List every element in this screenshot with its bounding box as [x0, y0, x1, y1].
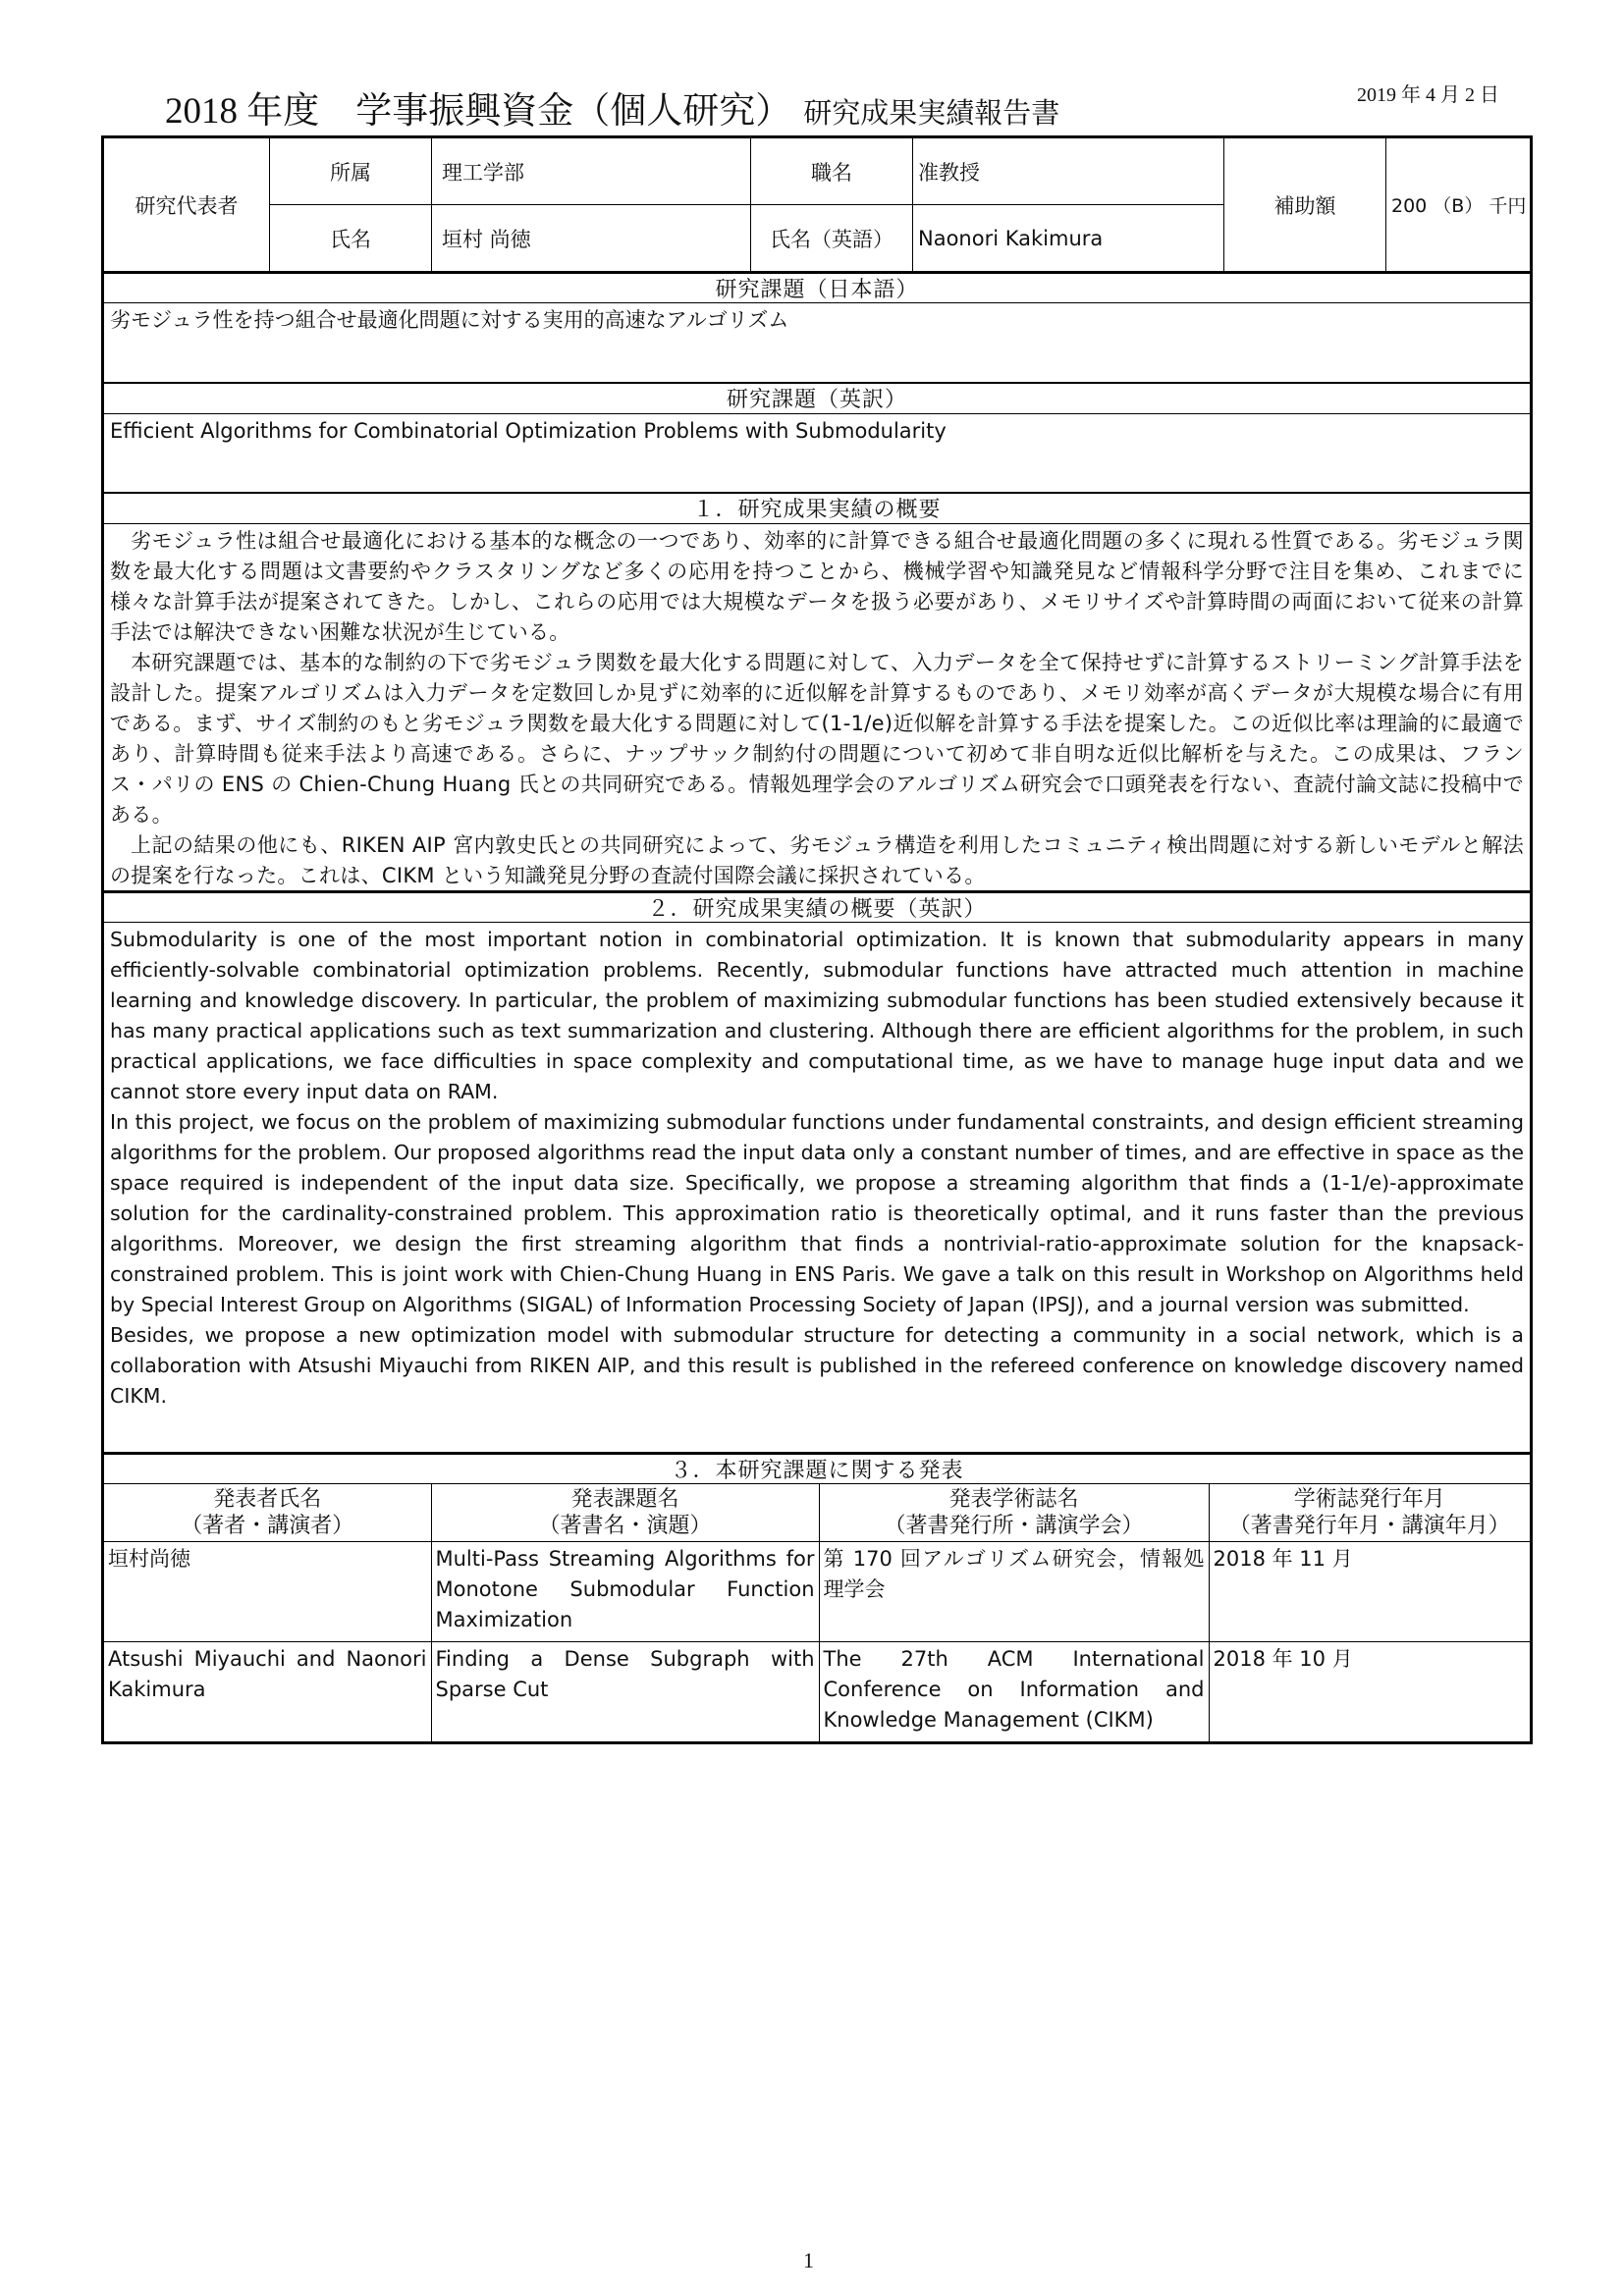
publications-table [104, 1484, 1530, 1741]
info-block [104, 138, 1530, 271]
publications-table-wrap [104, 1484, 1530, 1741]
grant-label: 補助額 [1223, 138, 1385, 271]
cell-title: Finding a Dense Subgraph with Sparse Cut [431, 1642, 819, 1742]
report-form [101, 135, 1533, 1744]
affiliation-value: 理工学部 [431, 138, 750, 204]
col-header-title: 発表課題名 （著書名・演題） [431, 1484, 819, 1542]
summary-jp-heading: １．研究成果実績の概要 [104, 492, 1530, 524]
affiliation-label: 所属 [269, 138, 431, 204]
summary-jp-paragraph: 本研究課題では、基本的な制約の下で劣モジュラ関数を最大化する問題に対して、入力データを全て保持せずに計算するストリーミング計算手法を設計した。提案アルゴリズムは入力データを定数回しか見ずに効率的に近似解を計算するものであり、メモリ効率が高くデータが大規模な場合に有用である。まず、サイズ制約のもと劣モジュラ関数を最大化する問題に対して(1-1/e)近似解を計算する手法を提案した。この近似比率は理論的に最適であり、計算時間も従来手法より高速である。さらに、ナップサック制約付の問題について初めて非自明な近似比解析を与えた。この成果は、フランス・パリの ENS の Chien-Chung Huang 氏との共同研究である。情報処理学会のアルゴリズム研究会で口頭発表を行ない、査読付論文誌に投稿中である。 [110, 651, 1524, 827]
col-header-venue: 発表学術誌名 （著書発行所・講演学会） [819, 1484, 1209, 1542]
col-header-author: 発表者氏名 （著者・講演者） [104, 1484, 431, 1542]
cell-venue: 第 170 回アルゴリズム研究会，情報処理学会 [819, 1542, 1209, 1642]
cell-date: 2018 年 10 月 [1209, 1642, 1530, 1742]
topic-en-text: Efficient Algorithms for Combinatorial Optimization Problems with Submodularity [110, 419, 947, 443]
cell-author: Atsushi Miyauchi and Naonori Kakimura [104, 1642, 431, 1742]
table-row [104, 1542, 1530, 1642]
summary-jp-body [104, 524, 1530, 890]
topic-jp-heading: 研究課題（日本語） [104, 271, 1530, 303]
name-en-label: 氏名（英語） [750, 204, 912, 271]
topic-jp-body [104, 303, 1530, 382]
name-en-value: Naonori Kakimura [912, 204, 1223, 271]
title-sub: 研究成果実績報告書 [803, 98, 1060, 130]
report-date: 2019 年 4 月 2 日 [1357, 84, 1499, 106]
cell-venue: The 27th ACM International Conference on Information and Knowledge Management (CIKM) [819, 1642, 1209, 1742]
summary-en-paragraph: Besides, we propose a new optimization model with submodular structure for detecting a community in a social network, which is a collaboration with Atsushi Miyauchi from RIKEN AIP, and this result is published in the refereed conference on knowledge discovery named CIKM. [110, 1323, 1524, 1408]
summary-jp-paragraph: 上記の結果の他にも、RIKEN AIP 宮内敦史氏との共同研究によって、劣モジュラ構造を利用したコミュニティ検出問題に対する新しいモデルと解法の提案を行なった。これは、CIKM という知識発見分野の査読付国際会議に採択されている。 [110, 833, 1524, 887]
summary-en-paragraph: Submodularity is one of the most important notion in combinatorial optimization. It is known that submodularity appears in many efficiently-solvable combinatorial optimization problems. Recently, submodular functions have attracted much attention in machine learning and knowledge discovery. In particular, the problem of maximizing submodular functions has been studied extensively because it has many practical applications such as text summarization and clustering. Although there are efficient algorithms for the problem, in such practical applications, we face difficulties in space complexity and computational time, as we have to manage huge input data and we cannot store every input data on RAM. [110, 928, 1524, 1103]
topic-jp-text: 劣モジュラ性を持つ組合せ最適化問題に対する実用的高速なアルゴリズム [110, 308, 789, 332]
cell-title: Multi-Pass Streaming Algorithms for Monotone Submodular Function Maximization [431, 1542, 819, 1642]
position-label: 職名 [750, 138, 912, 204]
summary-en-heading: ２．研究成果実績の概要（英訳） [104, 890, 1530, 923]
publications-header-row [104, 1484, 1530, 1542]
representative-label: 研究代表者 [135, 193, 239, 218]
position-value: 准教授 [912, 138, 1223, 204]
grant-value: 200 （B） 千円 [1385, 138, 1530, 271]
page-number: 1 [803, 2248, 814, 2272]
publications-heading: ３．本研究課題に関する発表 [104, 1452, 1530, 1484]
cell-author: 垣村尚徳 [108, 1547, 190, 1571]
name-label: 氏名 [269, 204, 431, 271]
topic-en-heading: 研究課題（英訳） [104, 382, 1530, 414]
summary-en-body [104, 923, 1530, 1452]
summary-en-paragraph: In this project, we focus on the problem of maximizing submodular functions under fundamental constraints, and design efficient streaming algorithms for the problem. Our proposed algorithms read the input data only a constant number of times, and are effective in space as the space required is independent of the input data size. Specifically, we propose a streaming algorithm that finds a (1-1/e)-approximate solution for the cardinality-constrained problem. This approximation ratio is theoretically optimal, and it runs faster than the previous algorithms. Moreover, we design the first streaming algorithm that finds a nontrivial-ratio-approximate solution for the knapsack-constrained problem. This is joint work with Chien-Chung Huang in ENS Paris. We gave a talk on this result in Workshop on Algorithms held by Special Interest Group on Algorithms (SIGAL) of Information Processing Society of Japan (IPSJ), and a journal version was submitted. [110, 1110, 1524, 1316]
col-header-date: 学術誌発行年月 （著書発行年月・講演年月） [1209, 1484, 1530, 1542]
topic-en-body [104, 414, 1530, 492]
title-main: 2018 年度 学事振興資金（個人研究） [165, 91, 792, 132]
page-title [165, 80, 1059, 133]
summary-jp-paragraph: 劣モジュラ性は組合せ最適化における基本的な概念の一つであり、効率的に計算できる組合せ最適化問題の多くに現れる性質である。劣モジュラ関数を最大化する問題は文書要約やクラスタリングなど多くの応用を持つことから、機械学習や知識発見など情報科学分野で注目を集め、これまでに様々な計算手法が提案されてきた。しかし、これらの応用では大規模なデータを扱う必要があり、メモリサイズや計算時間の両面において従来の計算手法では解決できない困難な状況が生じている。 [110, 529, 1524, 644]
table-row [104, 1642, 1530, 1742]
cell-date: 2018 年 11 月 [1209, 1542, 1530, 1642]
name-value: 垣村 尚徳 [431, 204, 750, 271]
